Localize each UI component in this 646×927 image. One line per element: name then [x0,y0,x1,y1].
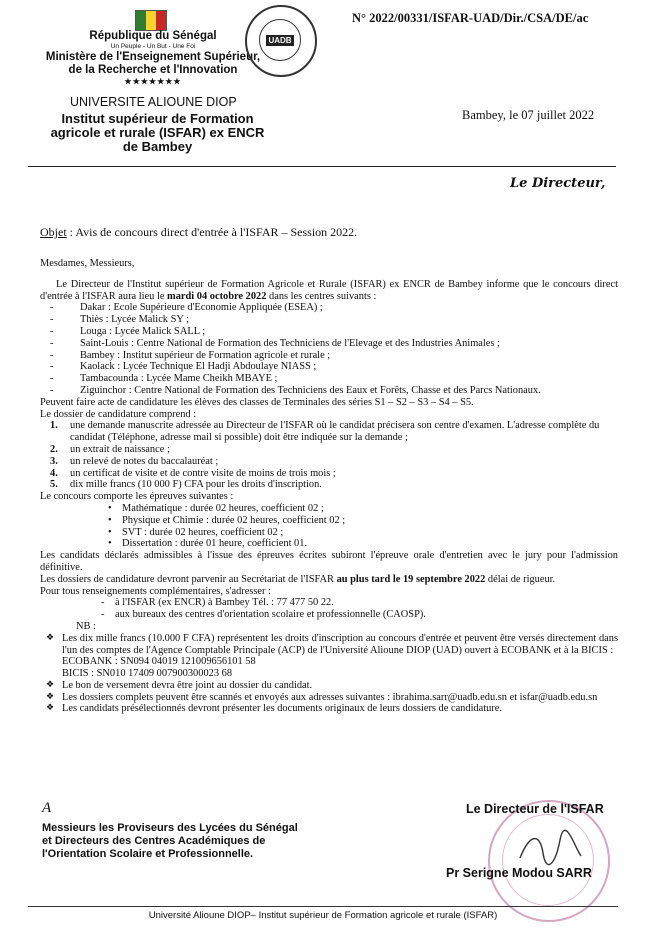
letter-body [40,258,618,715]
a-mark: A [42,800,52,816]
list-item: 2. un extrait de naissance ; [50,443,170,455]
list-item: • Mathématique : durée 02 heures, coefficient 02 ; [122,503,618,515]
ecobank-account: ECOBANK : SN094 04019 121009656101 58 [62,656,256,668]
list-item: - Tambacounda : Lycée Mame Cheikh MBAYE ; [80,373,618,385]
deadline-text: Les dossiers de candidature devront parvenir au Secrétariat de l'ISFAR au plus tard le 19 septembre 2022 délai de rigueur. [40,573,556,585]
nb-label: NB : [76,620,96,632]
list-item: ❖ Le bon de versement devra être joint au dossier du candidat. [62,680,618,692]
list-item: ❖ Les candidats présélectionnés devront présenter les documents originaux de leurs dossiers de candidature. [62,703,618,715]
university-seal [245,5,317,77]
header-left-block [38,30,268,86]
signer-name: Pr Serigne Modou SARR [446,866,592,880]
object-text: : Avis de concours direct d'entrée à l'ISFAR – Session 2022. [66,225,358,239]
republic-name: République du Sénégal [89,30,217,42]
list-item: - Bambey : Institut supérieur de Formation agricole et rurale ; [80,350,618,362]
notes-list-2 [40,680,618,715]
footer-divider [28,906,618,907]
list-item: 1. une demande manuscrite adressée au Directeur de l'ISFAR où le candidat précisera son centre d'examen. L'adresse complète du candidat (Téléphone, adresse mail si possible) doit être indiquée sur la demande ; [50,420,600,444]
seal-text: UADB [268,35,292,45]
list-item: • Physique et Chimie : durée 02 heures, coefficient 02 ; [122,515,618,527]
university-name: UNIVERSITE ALIOUNE DIOP [70,95,237,109]
institute-name: Institut supérieur de Formation agricole et rurale (ISFAR) ex ENCR de Bambey [50,111,265,154]
list-item: - Ziguinchor : Centre National de Formation des Techniciens des Eaux et Forêts, Chasse et des Parcs Nationaux. [80,385,618,397]
list-item: ❖ Les dix mille francs (10.000 F CFA) représentent les droits d'inscription au concours d'entrée et peuvent être versés directement dans l'un des comptes de l'Agence Comptable Principale (ACP) de l'Université Alioune DIOP (UAD) ouvert à ECOBANK et à la BICIS : [62,633,618,657]
senegal-flag-icon [135,10,167,31]
intro-paragraph: Le Directeur de l'Institut supérieur de Formation Agricole et Rurale (ISFAR) ex ENCR de Bambey informe que le concours direct d'entrée à l'ISFAR aura lieu le mardi 04 octobre 2022 dans les centres suivants : [40,278,618,302]
list-item: 5. dix mille francs (10 000 F) CFA pour les droits d'inscription. [50,479,322,491]
list-item: • SVT : durée 02 heures, coefficient 02 ; [122,527,618,539]
list-item: - Louga : Lycée Malick SALL ; [80,326,618,338]
list-item: - Saint-Louis : Centre National de Formation des Techniciens de l'Elevage et des Industries Animales ; [80,338,618,350]
object-label: Objet [40,225,67,239]
header-divider [28,166,616,167]
exam-centers-list [40,302,618,396]
contacts-list [40,597,618,621]
reference-number: N° 2022/00331/ISFAR-UAD/Dir./CSA/DE/ac [352,11,589,25]
deadline-date: au plus tard le 19 septembre 2022 [336,573,486,585]
ministry-name: Ministère de l'Enseignement Supérieur, de la Recherche et l'Innovation [45,51,261,76]
letter-date: Bambey, le 07 juillet 2022 [462,108,595,122]
footer-address: Université Alioune DIOP– Institut supérieur de Formation agricole et rurale (ISFAR) [148,910,498,921]
list-item: ❖ Les dossiers complets peuvent être scannés et envoyés aux adresses suivantes : ibrahima.sarr@uadb.edu.sn et isfar@uadb.edu.sn [62,692,618,704]
list-item: 4. un certificat de visite et de contre visite de moins de trois mois ; [50,467,336,479]
national-motto: Un Peuple - Un But - Une Foi [110,43,196,50]
signature-icon [515,828,585,868]
notes-list [40,633,618,657]
stars-divider: ★★★★★★★ [124,77,182,86]
list-item: - aux bureaux des centres d'orientation scolaire et professionnelle (CAOSP). [115,609,618,621]
list-item: 3. un relevé de notes du baccalauréat ; [50,455,219,467]
info-intro: Pour tous renseignements complémentaires, s'adresser : [40,585,271,597]
letter-object [40,225,357,240]
director-handwritten-label: Le Directeur, [510,176,606,191]
epreuves-intro: Le concours comporte les épreuves suivantes : [40,491,234,503]
list-item: - Dakar : Ecole Supérieure d'Economie Appliquée (ESEA) ; [80,302,618,314]
list-item: - Kaolack : Lycée Technique El Hadji Abdoulaye NIASS ; [80,361,618,373]
eligibility-text: Peuvent faire acte de candidature les élèves des classes de Terminales des séries S1 – S2 – S3 – S4 – S5. [40,396,474,408]
admissibles-text: Les candidats déclarés admissibles à l'issue des épreuves écrites subiront l'épreuve orale d'entretien avec le jury pour l'admission définitive. [40,550,618,573]
list-item: - à l'ISFAR (ex ENCR) à Bambey Tél. : 77 477 50 22. [115,597,618,609]
list-item: • Dissertation : durée 01 heure, coefficient 01. [122,538,618,550]
signature-title: Le Directeur de l'ISFAR [466,802,604,816]
list-item: - Thiès : Lycée Malick SY ; [80,314,618,326]
bicis-account: BICIS : SN010 17409 007900300023 68 [62,668,233,680]
exam-date: mardi 04 octobre 2022 [167,290,267,302]
recipients: Messieurs les Proviseurs des Lycées du Sénégal et Directeurs des Centres Académiques de l'Orientation Scolaire et Professionnelle. [42,822,298,860]
greeting: Mesdames, Messieurs, [40,258,135,269]
dossier-list [40,420,618,491]
epreuves-list [40,503,618,550]
dossier-intro: Le dossier de candidature comprend : [40,408,197,420]
